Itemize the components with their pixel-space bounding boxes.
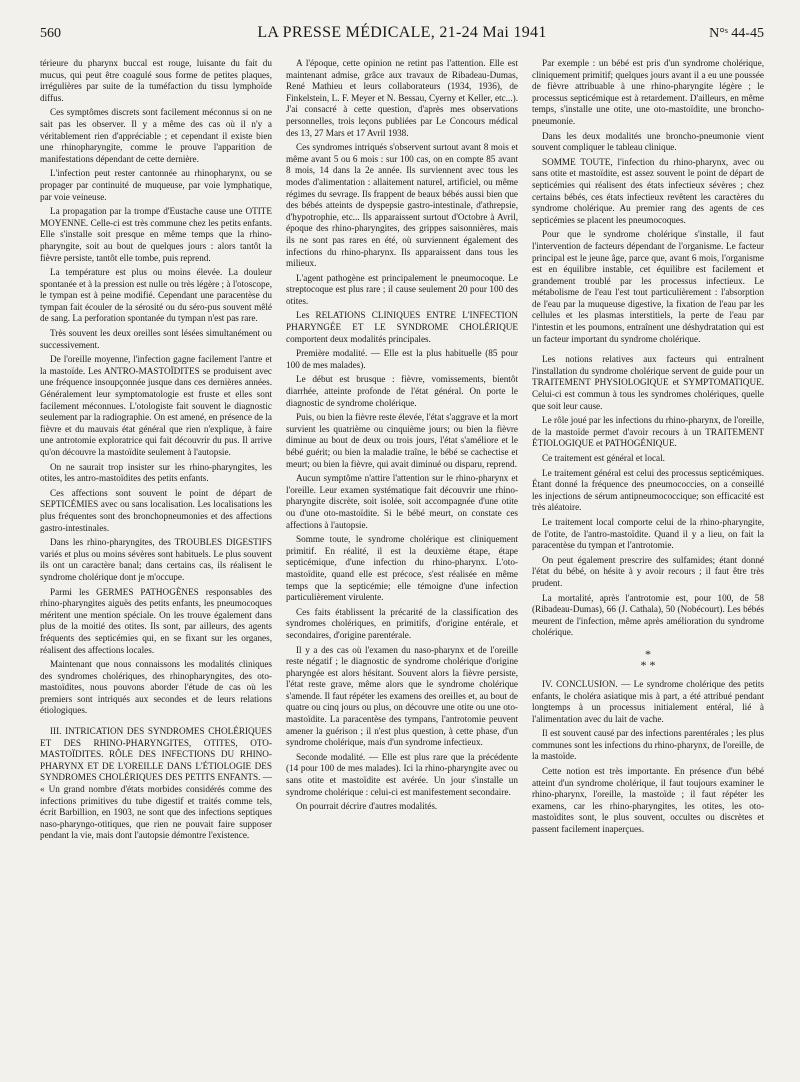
paragraph: La température est plus ou moins élevée. La douleur spontanée et à la pression est nulle ou très légère ; à l'otoscope, le tympan est à peine modifié. Cependant une paracentèse du tympan fait écouler de la sérosité ou du séro-pus souvent mêlé de sang. La perforation spontanée du tympan n'est pas rare. [40, 267, 272, 324]
paragraph: Ces faits établissent la précarité de la classification des syndromes cholériques, en primitifs, d'origine entérale, et secondaires, d'origine parentérale. [286, 606, 518, 640]
paragraph: On pourrait décrire d'autres modalités. [296, 801, 438, 812]
paragraph: Dans les rhino-pharyngites, des TROUBLES DIGESTIFS variés et plus ou moins sévères sont habituels. Le plus souvent ils ont un caractère banal; dans certains cas, ils réalisent le syndrome cholérique dont je m'occupe. [40, 537, 272, 582]
paragraph: Ce traitement est général et local. [542, 453, 665, 463]
paragraph: Dans les deux modalités une broncho-pneumonie vient souvent compliquer le tableau clinique. [532, 130, 764, 153]
paragraph: Pour que le syndrome cholérique s'installe, il faut l'intervention de facteurs dépendant de l'organisme. Le facteur principal est le jeune âge, parce que, avant 6 mois, l'organisme est en équilibre instable, cet équilibre est facilement et grandement troublé par les processus infectieux. Le métabolisme de l'eau l'est tout particulièrement : l'absorption de l'eau par la muqueuse digestive, la fixation de l'eau par les cellules et les plasmas interstitiels, la perte de l'eau par l'intestin et les poumons, entraînent une déshydratation qui est un facteur important du syndrome cholérique. [532, 229, 764, 344]
paragraph: IV. CONCLUSION. — Le syndrome cholérique des petits enfants, le choléra asiatique mis à part, a été attribué pendant longtemps à un processus initialement entéral, lié à l'alimentation avec du lait de vache. [532, 678, 764, 724]
issue-number: N°ˢ 44-45 [709, 26, 764, 41]
paragraph: La mortalité, après l'antrotomie est, pour 100, de 58 (Ribadeau-Dumas), 66 (J. Cathala), 50 (Nobécourt). Les bébés meurent de l'infection, même après amélioration du syndrome cholérique. [532, 592, 764, 638]
paragraph: Somme toute, le syndrome cholérique est cliniquement primitif. En réalité, il est la deuxième étape, étape septicémique, d'une infection du rhino-pharynx. L'oto-mastoïdite, quand elle est précoce, s'est réalisée en même temps que la septicémie; elle témoigne d'une infection particulièrement virulente. [286, 534, 518, 603]
paragraph: L'agent pathogène est principalement le pneumocoque. Le streptocoque est plus rare ; il cause seulement 20 pour 100 des otites. [286, 272, 518, 306]
paragraph: Les RELATIONS CLINIQUES ENTRE L'INFECTION PHARYNGÉE ET LE SYNDROME CHOLÉRIQUE comportent deux modalités principales. [286, 310, 518, 344]
section-separator: * * * [640, 646, 656, 672]
journal-title: LA PRESSE MÉDICALE, 21-24 Mai 1941 [257, 24, 547, 41]
page-number: 560 [40, 26, 61, 41]
paragraph: Les notions relatives aux facteurs qui entraînent l'installation du syndrome cholérique servent de guide pour un TRAITEMENT PHYSIOLOGIQUE et SYMPTOMATIQUE. Celui-ci est commun à tous les syndromes cholériques, quelle que soit leur cause. [532, 354, 764, 411]
article-columns [40, 58, 764, 845]
paragraph: On ne saurait trop insister sur les rhino-pharyngites, les otites, les antro-mastoïdites des petits enfants. [40, 461, 272, 484]
paragraph: Ces symptômes discrets sont facilement méconnus si on ne sait pas les observer. Il y a même des cas où il n'y a véritablement rien d'appréciable ; et cependant il existe bien une rhinopharyngite, comme le prouve l'apparition de manifestations dépendant de cette dernière. [40, 107, 272, 164]
paragraph: Puis, ou bien la fièvre reste élevée, l'état s'aggrave et la mort survient les quatrième ou cinquième jours; ou bien la fièvre diminue au bout de deux ou trois jours, l'état s'améliore et le bébé guérit; ou bien la maladie traîne, le bébé se cachectise et meurt; ou bien la fièvre, qui avait diminué ou disparu, reprend. [286, 412, 518, 469]
paragraph: Ces affections sont souvent le point de départ de SEPTICÉMIES avec ou sans localisation. Les localisations les plus fréquentes sont des bronchopneumonies et des affections gastro-intestinales. [40, 487, 272, 533]
paragraph: Cette notion est très importante. En présence d'un bébé atteint d'un syndrome cholérique, il faut toujours examiner le rhino-pharynx, l'oreille, la mastoïde ; il faut répéter les examens, car les rhino-pharyngites, les otites, les oto-mastoïdites sont, le plus souvent, occultes ou discrètes et passent facilement inaperçues. [532, 766, 764, 835]
paragraph: Il est souvent causé par des infections parentérales ; les plus communes sont les infections du rhino-pharynx, de l'oreille, de la mastoïde. [532, 728, 764, 762]
paragraph: A l'époque, cette opinion ne retint pas l'attention. Elle est maintenant admise, grâce aux travaux de Ribadeau-Dumas, René Mathieu et leurs collaborateurs (1934, 1936), de Finkelstein, L. F. Meyer et N. Bessau, Cyerny et Keller, etc...). J'ai consacré à cette question, d'après mes observations personnelles, trois leçons publiées par Le Concours médical des 13, 27 Mars et 17 Avril 1938. [286, 58, 518, 138]
paragraph: Le traitement général est celui des processus septicémiques. Étant donné la fréquence des pneumococcies, on a conseillé les injections de sérum antipneumococcique; son efficacité est très aléatoire. [532, 467, 764, 513]
paragraph: On peut également prescrire des sulfamides; étant donné l'état du bébé, on hésite à y avoir recours ; il faut être très prudent. [532, 554, 764, 588]
paragraph: Il y a des cas où l'examen du naso-pharynx et de l'oreille reste négatif ; le diagnostic de syndrome cholérique d'origine pharyngée est alors hésitant. Souvent alors la fièvre persiste, l'état reste grave, même alors que le syndrome cholérique s'amende. Il faut répéter les examens des oreilles et, au bout de quatre ou cinq jours ou plus, on découvre une otite ou une oto-mastoïdite. La paracentèse des tympans, l'antrotomie peuvent amener la guérison ; il n'est plus question, à cette phase, d'un syndrome cholérique, mais d'un syndrome infectieux. [286, 644, 518, 748]
paragraph: L'infection peut rester cantonnée au rhinopharynx, ou se propager par continuité de muqueuse, par voie lymphatique, par voie veineuse. [40, 168, 272, 202]
paragraph: Première modalité. — Elle est la plus habituelle (85 pour 100 de mes malades). [286, 348, 518, 370]
paragraph: Le rôle joué par les infections du rhino-pharynx, de l'oreille, de la mastoïde permet d'avoir recours à un TRAITEMENT ÉTIOLOGIQUE et PATHOGÉNIQUE. [532, 415, 764, 449]
paragraph: De l'oreille moyenne, l'infection gagne facilement l'antre et la mastoïde. Les ANTRO-MASTOÏDITES se produisent avec une fréquence insoupçonnée jusque dans ces dernières années. Généralement leur symptomatologie est fruste et elles sont facilement méconnues. L'otologiste fait souvent le diagnostic seulement par la radiographie. On est amené, en présence de la fièvre et du mauvais état général que rien n'explique, à faire une antrotomie exploratrice qui fait découvrir du pus. Il arrive qu'on découvre la mastoïdite seulement à l'autopsie. [40, 354, 272, 457]
paragraph: SOMME TOUTE, l'infection du rhino-pharynx, avec ou sans otite et mastoïdite, est assez souvent le point de départ de septicémies qui réalisent des états infectieux sévères ; chez certains bébés, ces états infectieux revêtent les caractères du syndrome cholérique. Au premier rang des agents de ces septicémies se placent les pneumocoques. [532, 156, 764, 225]
column-1 [40, 58, 272, 845]
page-header [40, 24, 764, 46]
paragraph: Aucun symptôme n'attire l'attention sur le rhino-pharynx et l'oreille. Leur examen systématique fait découvrir une rhino-pharyngite discrète, soit isolée, soit accompagnée d'une otite ou d'une oto-mastoïdite. Si le bébé meurt, on constate ces affections à l'autopsie. [286, 473, 518, 530]
paragraph: La propagation par la trompe d'Eustache cause une OTITE MOYENNE. Celle-ci est très commune chez les petits enfants. Elle s'installe soit presque en même temps que la rhino-pharyngite, soit au bout de quelques jours : alors tantôt la fièvre persiste, tantôt elle tombe, puis reprend. [40, 206, 272, 263]
paragraph: Seconde modalité. — Elle est plus rare que la précédente (14 pour 100 de mes malades). Ici la rhino-pharyngite avec ou sans otite et mastoïdite est avérée. Un jour s'installe un syndrome cholérique : celui-ci est manifestement secondaire. [286, 751, 518, 797]
paragraph: III. INTRICATION DES SYNDROMES CHOLÉRIQUES ET DES RHINO-PHARYNGITES, OTITES, OTO-MASTOÏDITES. RÔLE DES INFECTIONS DU RHINO-PHARYNX ET DE L'OREILLE DANS L'ÉTIOLOGIE DES SYNDROMES CHOLÉRIQUES DES PETITS ENFANTS. — « Un grand nombre d'états morbides considérés comme des infections primitives du tube digestif et traités comme tels, écrit Barbillion, en 1903, ne sont que des infections septiques naso-pharyngo-otitiques, que rien ne pouvait faire supposer pendant la vie, mais dont l'autopsie démontre l'existence. [40, 726, 272, 841]
column-2 [286, 58, 518, 845]
paragraph: Maintenant que nous connaissons les modalités cliniques des syndromes cholériques, des rhinopharyngites, des oto-mastoïdites, nous pouvons aborder l'étude de cas où les premiers sont intriqués aux secondes et de leurs relations étiologiques. [40, 659, 272, 716]
paragraph: Parmi les GERMES PATHOGÈNES responsables des rhino-pharyngites aiguës des petits enfants, les pneumocoques méritent une mention spéciale. On les trouve également dans plus de la moitié des otites. Ils sont, par ailleurs, des agents fréquents des septicémies qui, en se fixant sur les organes, réalisent des affections locales. [40, 586, 272, 655]
paragraph: Le début est brusque : fièvre, vomissements, bientôt diarrhée, atteinte profonde de l'état général. On porte le diagnostic de syndrome cholérique. [286, 374, 518, 408]
paragraph: térieure du pharynx buccal est rouge, luisante du fait du mucus, qui peut être coagulé sous forme de petites plaques, irrégulières par suite de la tuméfaction du tissu lymphoïde diffus. [40, 58, 272, 103]
paragraph: Très souvent les deux oreilles sont lésées simultanément ou successivement. [40, 328, 272, 350]
column-3 [532, 58, 764, 845]
paragraph: Par exemple : un bébé est pris d'un syndrome cholérique, cliniquement primitif; quelques jours avant il a eu une poussée de fièvre attribuable à une rhino-pharyngite légère ; le processus septicémique est à retardement. D'ailleurs, en même temps, s'installe une otite, une oto-mastoïdite, une broncho-pneumonie. [532, 58, 764, 126]
paragraph: Ces syndromes intriqués s'observent surtout avant 8 mois et même avant 5 ou 6 mois : sur 100 cas, on en compte 85 avant 8 mois, 14 dans la 2e année. Ils surviennent avec tous les modes d'alimentation : allaitement naturel, artificiel, ou même régimes du sevrage. Ils frappent de beaux bébés aussi bien que des bébés atteints de dyspepsie gastro-intestinale, d'athrepsie, d'hypotrophie, etc... Ils apparaissent surtout d'Octobre à Avril, époque des rhino-pharyngites, des grippes saisonnières, mais ils ne sont pas rares en été, où surviennent également des infections du rhino-pharynx. Ils apparaissent dans tous les milieux. [286, 142, 518, 269]
paragraph: Le traitement local comporte celui de la rhino-pharyngite, de l'otite, de l'antro-mastoïdite. Quand il y a lieu, on fait la paracentèse du tympan et l'antrotomie. [532, 516, 764, 551]
